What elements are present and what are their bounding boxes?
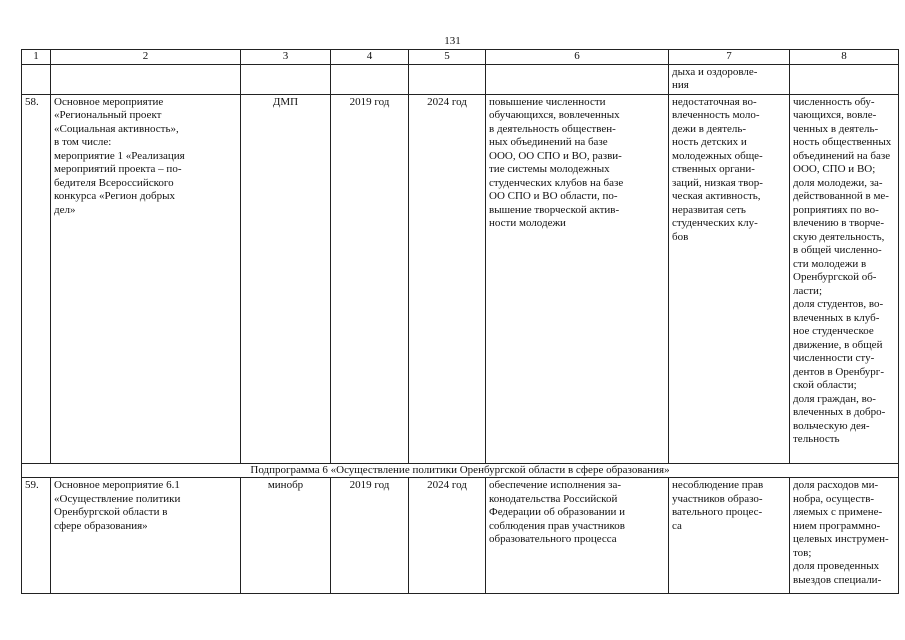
text-line: влеченность моло- bbox=[672, 109, 760, 121]
text-line: дентов в Оренбург- bbox=[793, 365, 884, 378]
text-line: выездов специали- bbox=[793, 573, 882, 586]
text-line: мероприятие 1 «Реализация bbox=[54, 149, 185, 162]
header-row bbox=[22, 50, 899, 65]
text-line: бов bbox=[672, 230, 689, 243]
text-line: скую деятельность, bbox=[793, 230, 885, 243]
text-line: тие системы молодежных bbox=[489, 163, 610, 175]
header-cell: 3 bbox=[241, 50, 331, 65]
text-line: ласти; bbox=[793, 284, 823, 297]
text-line: в общей численно- bbox=[793, 244, 882, 256]
text-line: вольческую дея- bbox=[793, 419, 870, 432]
page-number: 131 bbox=[444, 35, 461, 47]
text-line: ляемых с примене- bbox=[793, 506, 883, 518]
text-line: ственных органи- bbox=[672, 163, 755, 175]
header-cell: 5 bbox=[409, 50, 486, 65]
text-line: ООО, ОО СПО и ВО, разви- bbox=[489, 149, 622, 162]
text-line: ность детских и bbox=[672, 136, 747, 148]
text-line: са bbox=[672, 519, 682, 532]
text-line: «Осуществление политики bbox=[54, 492, 181, 505]
text-line: конодательства Российской bbox=[489, 492, 618, 505]
text-line: соблюдения прав участников bbox=[489, 519, 625, 532]
text-line: тов; bbox=[793, 546, 812, 559]
text-line: участников образо- bbox=[672, 492, 763, 505]
header-cell: 6 bbox=[486, 50, 669, 65]
text-line: сти молодежи в bbox=[793, 257, 867, 270]
text-line: в деятельность обществен- bbox=[489, 122, 616, 135]
text-line: Оренбургской области в bbox=[54, 506, 168, 518]
text-line: ченных в деятель- bbox=[793, 122, 879, 135]
text-line: численность обу- bbox=[793, 95, 875, 108]
text-line: конкурса «Регион добрых bbox=[54, 190, 175, 202]
text-line: ческая активность, bbox=[672, 190, 761, 202]
text-line: повышение численности bbox=[489, 95, 606, 108]
text-line: чающихся, вовле- bbox=[793, 109, 877, 121]
cont-consequence bbox=[669, 64, 790, 94]
text-line: мероприятий проекта – по- bbox=[54, 163, 182, 175]
continuation-row bbox=[22, 64, 899, 94]
text-line: недостаточная во- bbox=[672, 95, 757, 108]
text-line: доля расходов ми- bbox=[793, 479, 879, 491]
text-line: «Региональный проект bbox=[54, 109, 162, 121]
text-line: действованной в ме- bbox=[793, 190, 889, 202]
indicators bbox=[790, 478, 899, 594]
subprogram-title: Подпрограмма 6 «Осуществление политики Оренбургской области в сфере образования» bbox=[22, 463, 899, 478]
text-line: бедителя Всероссийского bbox=[54, 176, 174, 189]
header-cell: 8 bbox=[790, 50, 899, 65]
text-line: Основное мероприятие 6.1 bbox=[54, 479, 180, 491]
text-line: в том числе: bbox=[54, 136, 112, 148]
end-year: 2024 год bbox=[409, 478, 486, 594]
table-row-58 bbox=[22, 94, 899, 463]
text-line: численности сту- bbox=[793, 352, 875, 364]
text-line: образовательного процесса bbox=[489, 533, 617, 545]
text-line: Оренбургской об- bbox=[793, 271, 877, 283]
text-line: студенческих клу- bbox=[672, 217, 758, 229]
text-line: ных объединений на базе bbox=[489, 136, 608, 148]
text-line: доля молодежи, за- bbox=[793, 176, 883, 189]
text-line: Основное мероприятие bbox=[54, 95, 164, 108]
text-line: нобра, осуществ- bbox=[793, 492, 875, 505]
text-line: объединений на базе bbox=[793, 149, 891, 162]
text-line: ской области; bbox=[793, 379, 857, 391]
non-implementation-consequence bbox=[669, 94, 790, 463]
text-line: дежи в деятель- bbox=[672, 122, 747, 135]
activity-name bbox=[51, 94, 241, 463]
header-cell: 2 bbox=[51, 50, 241, 65]
text-line: роприятиях по во- bbox=[793, 203, 879, 216]
text-line: сфере образования» bbox=[54, 519, 148, 532]
text-line: обеспечение исполнения за- bbox=[489, 479, 622, 491]
start-year: 2019 год bbox=[331, 478, 409, 594]
header-cell: 1 bbox=[22, 50, 51, 65]
text-line: вышение творческой актив- bbox=[489, 203, 620, 216]
expected-result bbox=[486, 94, 669, 463]
text-line: молодежных обще- bbox=[672, 149, 763, 162]
text-line: тельность bbox=[793, 433, 840, 445]
indicators bbox=[790, 94, 899, 463]
text-line: несоблюдение прав bbox=[672, 479, 764, 491]
text-line: обучающихся, вовлеченных bbox=[489, 109, 620, 121]
expected-result bbox=[486, 478, 669, 594]
text-line: неразвитая сеть bbox=[672, 203, 746, 216]
text-line: влечению в творче- bbox=[793, 217, 884, 229]
row-number: 58. bbox=[22, 94, 51, 463]
text-line: ности молодежи bbox=[489, 217, 566, 229]
text-line: ООО, СПО и ВО; bbox=[793, 163, 876, 175]
text-line: дыха и оздоровле- bbox=[672, 65, 758, 78]
program-table bbox=[21, 49, 899, 594]
text-line: доля студентов, во- bbox=[793, 298, 884, 310]
row-number: 59. bbox=[22, 478, 51, 594]
executor: минобр bbox=[241, 478, 331, 594]
text-line: нием программно- bbox=[793, 519, 881, 532]
text-line: заций, низкая твор- bbox=[672, 176, 763, 189]
text-line: «Социальная активность», bbox=[54, 122, 179, 135]
text-line: дел» bbox=[54, 203, 76, 216]
text-line: целевых инструмен- bbox=[793, 533, 889, 545]
text-line: ния bbox=[672, 79, 689, 91]
text-line: влеченных в добро- bbox=[793, 406, 886, 418]
text-line: влеченных в клуб- bbox=[793, 311, 880, 324]
text-line: вательного процес- bbox=[672, 506, 763, 518]
text-line: ОО СПО и ВО области, по- bbox=[489, 190, 618, 202]
non-implementation-consequence bbox=[669, 478, 790, 594]
header-cell: 4 bbox=[331, 50, 409, 65]
end-year: 2024 год bbox=[409, 94, 486, 463]
start-year: 2019 год bbox=[331, 94, 409, 463]
text-line: ность общественных bbox=[793, 136, 892, 148]
executor: ДМП bbox=[241, 94, 331, 463]
text-line: Федерации об образовании и bbox=[489, 506, 626, 518]
text-line: ное студенческое bbox=[793, 325, 874, 337]
text-line: движение, в общей bbox=[793, 338, 883, 351]
text-line: студенческих клубов на базе bbox=[489, 176, 624, 189]
subprogram-row bbox=[22, 463, 899, 478]
activity-name bbox=[51, 478, 241, 594]
text-line: доля проведенных bbox=[793, 560, 880, 572]
header-cell: 7 bbox=[669, 50, 790, 65]
table-row-59 bbox=[22, 478, 899, 594]
text-line: доля граждан, во- bbox=[793, 392, 876, 405]
